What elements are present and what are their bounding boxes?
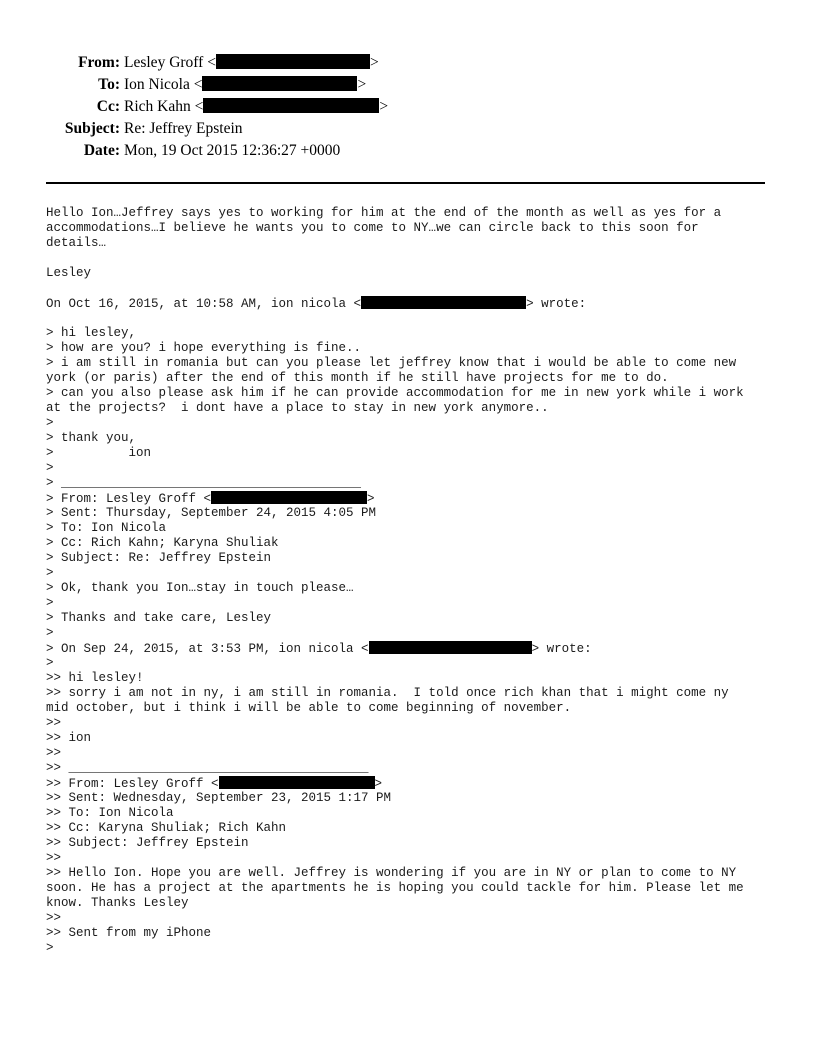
quoted-line: > Sent: Thursday, September 24, 2015 4:05 PM <box>46 506 377 520</box>
quoted-line: >> Cc: Karyna Shuliak; Rich Kahn <box>46 821 287 835</box>
quoted-line: > thank you, <box>46 431 137 445</box>
quoted-line: >> <box>46 851 62 865</box>
to-name: Ion Nicola < <box>124 76 203 93</box>
to-bracket: > <box>357 76 367 93</box>
quoted-line: > <box>46 596 54 610</box>
quoted-line: > can you also please ask him if he can provide accommodation for me in new york while i work <box>46 386 744 400</box>
quote-intro-suffix: > wrote: <box>526 297 587 311</box>
to-label: To: <box>98 76 120 93</box>
quoted-line: > <box>46 656 54 670</box>
quoted-line: > <box>46 941 54 955</box>
date-value: Mon, 19 Oct 2015 12:36:27 +0000 <box>124 142 341 159</box>
from-value <box>124 53 379 73</box>
quoted-line: > i am still in romania but can you please let jeffrey know that i would be able to come new <box>46 356 737 370</box>
quoted-line: mid october, but i think i will be able to come beginning of november. <box>46 701 572 715</box>
cc-label: Cc: <box>96 98 120 115</box>
quoted-line: > Subject: Re: Jeffrey Epstein <box>46 551 272 565</box>
body-line: accommodations…I believe he wants you to come to NY…we can circle back to this soon for <box>46 221 699 235</box>
quoted-line: >> Sent from my iPhone <box>46 926 212 940</box>
quoted-line: know. Thanks Lesley <box>46 896 189 910</box>
signature: Lesley <box>46 266 92 280</box>
quoted-line: at the projects? i dont have a place to stay in new york anymore.. <box>46 401 549 415</box>
quoted-line: >> <box>46 746 62 760</box>
quoted-from-line <box>46 491 786 506</box>
cc-name: Rich Kahn < <box>124 98 204 115</box>
blank-line <box>46 251 786 266</box>
subject-label: Subject: <box>64 120 120 137</box>
redaction-block <box>219 776 375 789</box>
quoted-line: >> To: Ion Nicola <box>46 806 174 820</box>
quoted-line: york (or paris) after the end of this month if he still have projects for me to do. <box>46 371 669 385</box>
quoted-line: > <box>46 626 54 640</box>
quoted-line: >> sorry i am not in ny, i am still in romania. I told once rich khan that i might come ny <box>46 686 729 700</box>
quoted-from-bracket: > <box>374 777 383 791</box>
quoted-from-line <box>46 776 786 791</box>
redaction-block <box>203 98 379 113</box>
from-label: From: <box>78 54 120 71</box>
quoted-line: >> ion <box>46 731 92 745</box>
from-name: Lesley Groff < <box>124 54 216 71</box>
quoted-from-text: >> From: Lesley Groff < <box>46 777 219 791</box>
quoted-line: soon. He has a project at the apartments he is hoping you could tackle for him. Please let me <box>46 881 744 895</box>
cc-value <box>124 97 388 117</box>
quoted-line: > To: Ion Nicola <box>46 521 167 535</box>
quoted-line: > <box>46 566 54 580</box>
quoted-from-text: > From: Lesley Groff < <box>46 492 212 506</box>
to-value <box>124 75 366 95</box>
redaction-block <box>211 491 367 504</box>
blank-line <box>46 311 786 326</box>
quoted-line: >> Subject: Jeffrey Epstein <box>46 836 249 850</box>
header-divider <box>46 182 765 184</box>
quoted-separator: >> ________________________________________ <box>46 761 369 775</box>
quoted-line: >> <box>46 716 62 730</box>
quoted-line: > ion <box>46 446 152 460</box>
quoted-intro-suffix: > wrote: <box>531 642 592 656</box>
quoted-line: >> hi lesley! <box>46 671 144 685</box>
quoted-line: >> Sent: Wednesday, September 23, 2015 1:17 PM <box>46 791 392 805</box>
blank-line <box>46 281 786 296</box>
date-label: Date: <box>83 142 120 159</box>
quote-intro <box>46 296 786 311</box>
quoted-from-bracket: > <box>367 492 375 506</box>
quoted-line: > Thanks and take care, Lesley <box>46 611 272 625</box>
body-line: Hello Ion…Jeffrey says yes to working for him at the end of the month as well as yes for a <box>46 206 722 220</box>
redaction-block <box>216 54 370 69</box>
quoted-line: > <box>46 461 54 475</box>
quoted-line: > Ok, thank you Ion…stay in touch please… <box>46 581 354 595</box>
quoted-separator: > ________________________________________ <box>46 476 362 490</box>
quoted-line: > hi lesley, <box>46 326 137 340</box>
subject-value: Re: Jeffrey Epstein <box>124 120 243 137</box>
quoted-line: > <box>46 416 54 430</box>
cc-bracket: > <box>379 98 389 115</box>
redaction-block <box>202 76 357 91</box>
redaction-block <box>369 641 532 654</box>
quoted-line: > Cc: Rich Kahn; Karyna Shuliak <box>46 536 279 550</box>
quoted-intro-line <box>46 641 786 656</box>
quoted-line: > how are you? i hope everything is fine.. <box>46 341 362 355</box>
body-line: details… <box>46 236 107 250</box>
email-body <box>46 206 786 956</box>
quoted-intro-text: > On Sep 24, 2015, at 3:53 PM, ion nicola < <box>46 642 369 656</box>
quoted-line: >> Hello Ion. Hope you are well. Jeffrey is wondering if you are in NY or plan to come to NY <box>46 866 737 880</box>
quote-intro-text: On Oct 16, 2015, at 10:58 AM, ion nicola < <box>46 297 362 311</box>
from-bracket: > <box>369 54 379 71</box>
quoted-line: >> <box>46 911 62 925</box>
redaction-block <box>361 296 526 309</box>
